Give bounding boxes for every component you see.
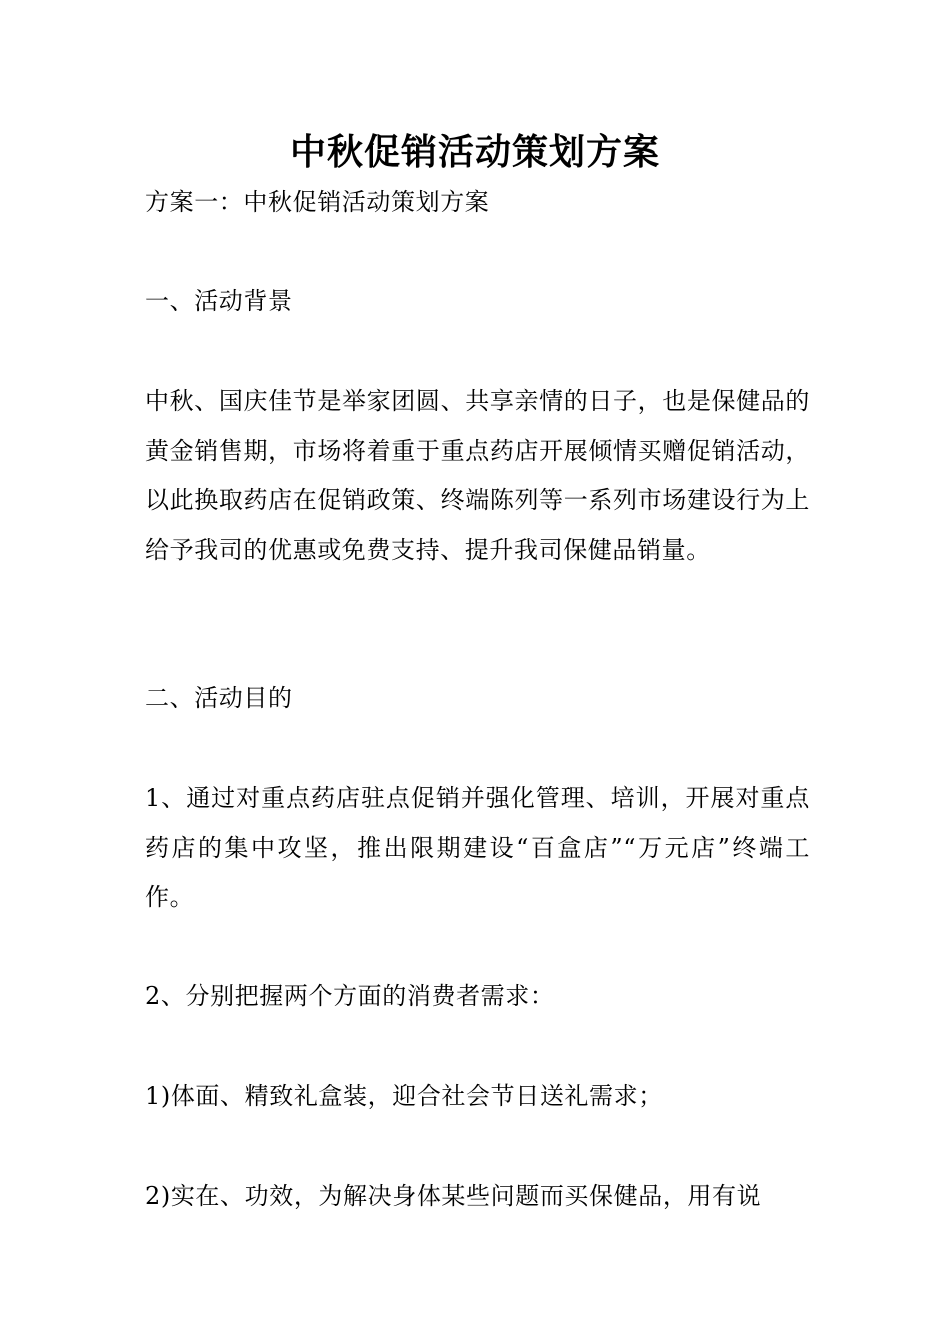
purpose-item-1: 1、通过对重点药店驻点促销并强化管理、培训，开展对重点药店的集中攻坚，推出限期建设“百盒店”“万元店”终端工作。 — [145, 784, 810, 911]
plan-subtitle: 方案一：中秋促销活动策划方案 — [145, 188, 490, 216]
purpose-item-2-sub-2: 2)实在、功效，为解决身体某些问题而买保健品，用有说 — [145, 1182, 762, 1210]
section-heading-purpose: 二、活动目的 — [145, 684, 293, 712]
purpose-item-2: 2、分别把握两个方面的消费者需求： — [145, 982, 555, 1010]
document-title: 中秋促销活动策划方案 — [289, 131, 660, 173]
purpose-item-2-sub-1: 1)体面、精致礼盒装，迎合社会节日送礼需求； — [145, 1082, 663, 1110]
section-body-background: 中秋、国庆佳节是举家团圆、共享亲情的日子，也是保健品的黄金销售期，市场将着重于重点药店开展倾情买赠促销活动，以此换取药店在促销政策、终端陈列等一系列市场建设行为上给予我司的优惠或免费支持、提升我司保健品销量。 — [145, 387, 810, 564]
section-heading-background: 一、活动背景 — [145, 287, 293, 315]
